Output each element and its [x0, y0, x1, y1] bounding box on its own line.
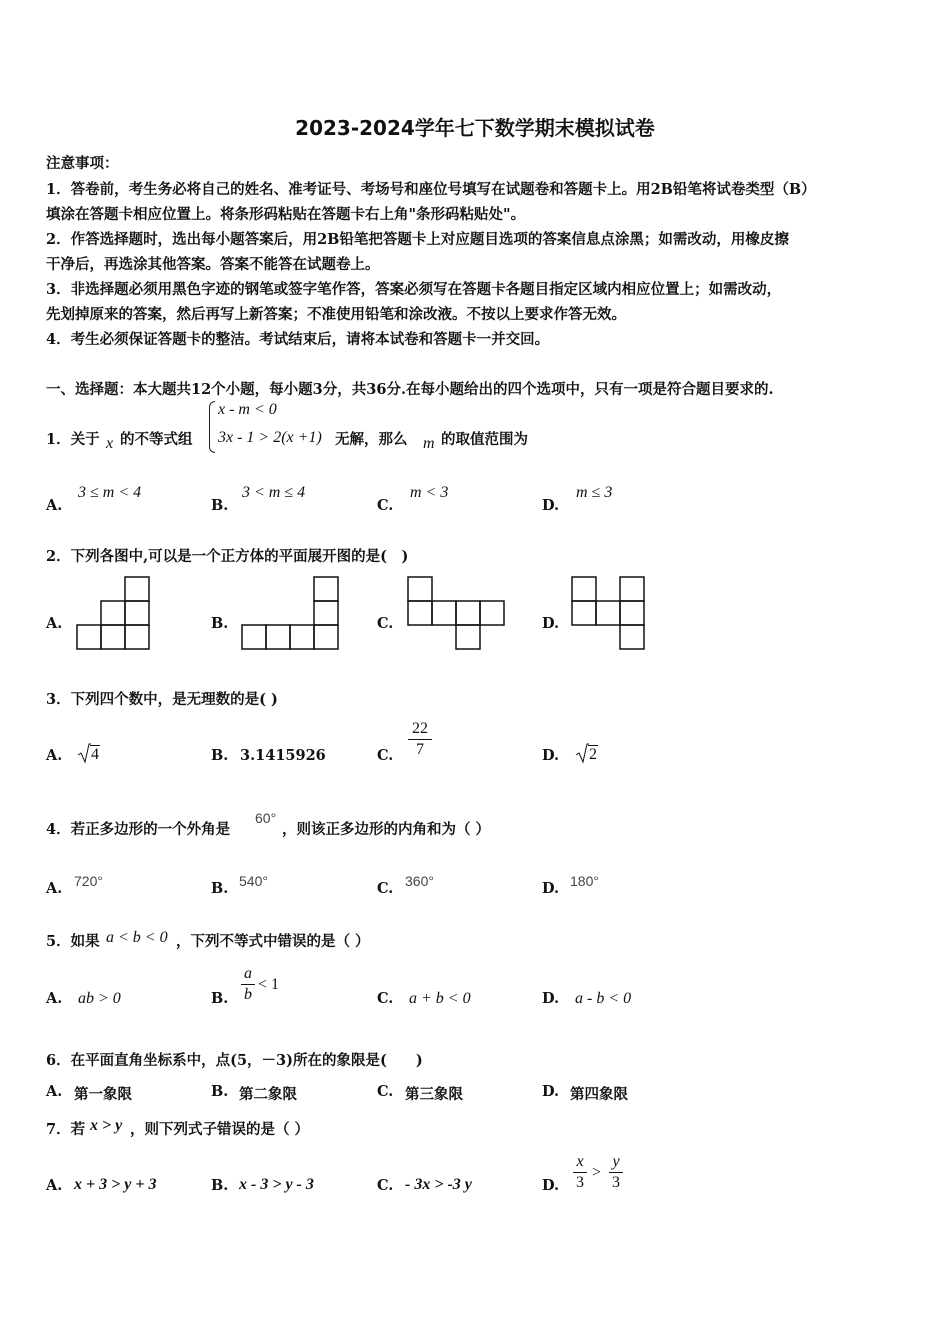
sqrt-symbol — [575, 742, 589, 764]
q7-condition: x > y — [90, 1117, 123, 1134]
option-value: 540° — [239, 873, 268, 889]
option-label: D. — [542, 747, 560, 764]
option-value: - 3x > -3 y — [405, 1176, 472, 1193]
option-label: A. — [46, 497, 63, 514]
option-label: C. — [377, 1083, 394, 1100]
option-value: x + 3 > y + 3 — [74, 1176, 157, 1193]
q1-inequality-2: 3x - 1 > 2(x +1) — [218, 429, 322, 446]
option-label: C. — [377, 880, 394, 897]
q1-text: 无解，那么 — [335, 431, 408, 448]
fraction — [609, 1153, 623, 1192]
option-label: C. — [377, 990, 394, 1007]
option-label: A. — [46, 1177, 63, 1194]
option-label: C. — [377, 497, 394, 514]
notice-line: 1．答卷前，考生务必将自己的姓名、准考证号、考场号和座位号填写在试题卷和答题卡上。用2B铅笔将试卷类型（B） — [46, 181, 816, 198]
notice-line: 4．考生必须保证答题卡的整洁。考试结束后，请将本试卷和答题卡一并交回。 — [46, 331, 550, 348]
numerator: x — [576, 1153, 584, 1170]
brace-symbol — [209, 401, 215, 453]
option-value: a - b < 0 — [575, 990, 632, 1007]
q1-inequality-1: x - m < 0 — [218, 401, 277, 418]
page-title: 2023-2024学年七下数学期末模拟试卷 — [295, 116, 655, 140]
option-label: D. — [542, 880, 560, 897]
radicand: 2 — [589, 746, 597, 763]
cube-net-c — [407, 576, 507, 651]
option-label: B. — [211, 747, 229, 764]
cube-net-a — [76, 576, 151, 651]
option-label: B. — [211, 880, 229, 897]
option-value: m ≤ 3 — [576, 484, 613, 501]
option-label: A. — [46, 1083, 63, 1100]
notice-line: 干净后，再选涂其他答案。答案不能答在试题卷上。 — [46, 256, 380, 273]
q1-text: 的取值范围为 — [441, 431, 528, 448]
option-label: B. — [211, 1083, 229, 1100]
option-value: 第四象限 — [570, 1086, 628, 1103]
option-label: D. — [542, 615, 560, 632]
option-label: C. — [377, 615, 394, 632]
option-value: a + b < 0 — [409, 990, 471, 1007]
option-value: 360° — [405, 873, 434, 889]
option-value: ab > 0 — [78, 990, 121, 1007]
fraction — [573, 1153, 587, 1192]
option-label: A. — [46, 615, 63, 632]
option-label: A. — [46, 747, 63, 764]
option-label: D. — [542, 1083, 560, 1100]
q1-text: 的不等式组 — [120, 431, 193, 448]
notice-line: 填涂在答题卡相应位置上。将条形码粘贴在答题卡右上角"条形码粘贴处"。 — [46, 206, 526, 223]
denominator: 3 — [576, 1174, 584, 1191]
denominator: 7 — [416, 741, 424, 758]
greater-than: > — [592, 1164, 602, 1181]
option-value: 720° — [74, 873, 103, 889]
numerator: a — [244, 965, 252, 982]
numerator: 22 — [412, 720, 428, 737]
option-value: m < 3 — [410, 484, 449, 501]
option-label: C. — [377, 747, 394, 764]
option-value: 180° — [570, 873, 599, 889]
q4-text: 4．若正多边形的一个外角是 — [46, 821, 231, 838]
option-label: B. — [211, 497, 229, 514]
option-label: C. — [377, 1177, 394, 1194]
option-value: 3.1415926 — [240, 747, 326, 764]
cube-net-b — [241, 576, 341, 651]
option-label: D. — [542, 497, 560, 514]
q5-text: 5．如果 — [46, 933, 100, 950]
option-value: 第三象限 — [405, 1086, 463, 1103]
option-value: x - 3 > y - 3 — [239, 1176, 314, 1193]
notice-line: 3．非选择题必须用黑色字迹的钢笔或签字笔作答，答案必须写在答题卡各题目指定区域内相应位置上；如需改动， — [46, 281, 782, 298]
option-label: A. — [46, 990, 63, 1007]
sqrt-symbol — [77, 742, 91, 764]
option-value: 第二象限 — [239, 1086, 297, 1103]
notice-line: 先划掉原来的答案，然后再写上新答案；不准使用铅笔和涂改液。不按以上要求作答无效。 — [46, 306, 626, 323]
radicand: 4 — [91, 746, 99, 763]
option-label: B. — [211, 615, 229, 632]
option-value: 第一象限 — [74, 1086, 132, 1103]
option-label: A. — [46, 880, 63, 897]
q5-text: ，下列不等式中错误的是（ ） — [176, 933, 370, 950]
q6-text: 6．在平面直角坐标系中，点(5，－3)所在的象限是( ) — [46, 1052, 423, 1069]
notice-line: 2．作答选择题时，选出每小题答案后，用2B铅笔把答题卡上对应题目选项的答案信息点涂黑；如需改动，用橡皮擦 — [46, 231, 789, 248]
q4-angle: 60° — [255, 810, 277, 826]
option-value: 3 < m ≤ 4 — [242, 484, 306, 501]
numerator: y — [612, 1153, 620, 1170]
q1-var: m — [423, 435, 435, 452]
q2-text: 2．下列各图中,可以是一个正方体的平面展开图的是( ) — [46, 548, 409, 565]
option-value: < 1 — [258, 976, 280, 993]
q3-text: 3．下列四个数中，是无理数的是( ) — [46, 691, 278, 708]
denominator: b — [244, 986, 252, 1003]
cube-net-d — [571, 576, 651, 651]
option-value: 3 ≤ m < 4 — [78, 484, 142, 501]
q1-var: x — [106, 435, 114, 452]
q1-text: 1．关于 — [46, 431, 100, 448]
fraction — [241, 965, 255, 1004]
denominator: 3 — [612, 1174, 620, 1191]
notice-heading: 注意事项： — [46, 155, 119, 172]
option-label: B. — [211, 1177, 229, 1194]
option-label: B. — [211, 990, 229, 1007]
option-label: D. — [542, 1177, 560, 1194]
q5-condition: a < b < 0 — [106, 929, 168, 946]
option-label: D. — [542, 990, 560, 1007]
q4-text: ，则该正多边形的内角和为（ ） — [282, 821, 491, 838]
q7-text: ，则下列式子错误的是（ ） — [130, 1121, 310, 1138]
section-heading: 一、选择题：本大题共12个小题，每小题3分，共36分.在每小题给出的四个选项中，只有一项是符合题目要求的. — [46, 381, 774, 398]
q7-text: 7．若 — [46, 1121, 86, 1138]
fraction — [408, 720, 432, 759]
